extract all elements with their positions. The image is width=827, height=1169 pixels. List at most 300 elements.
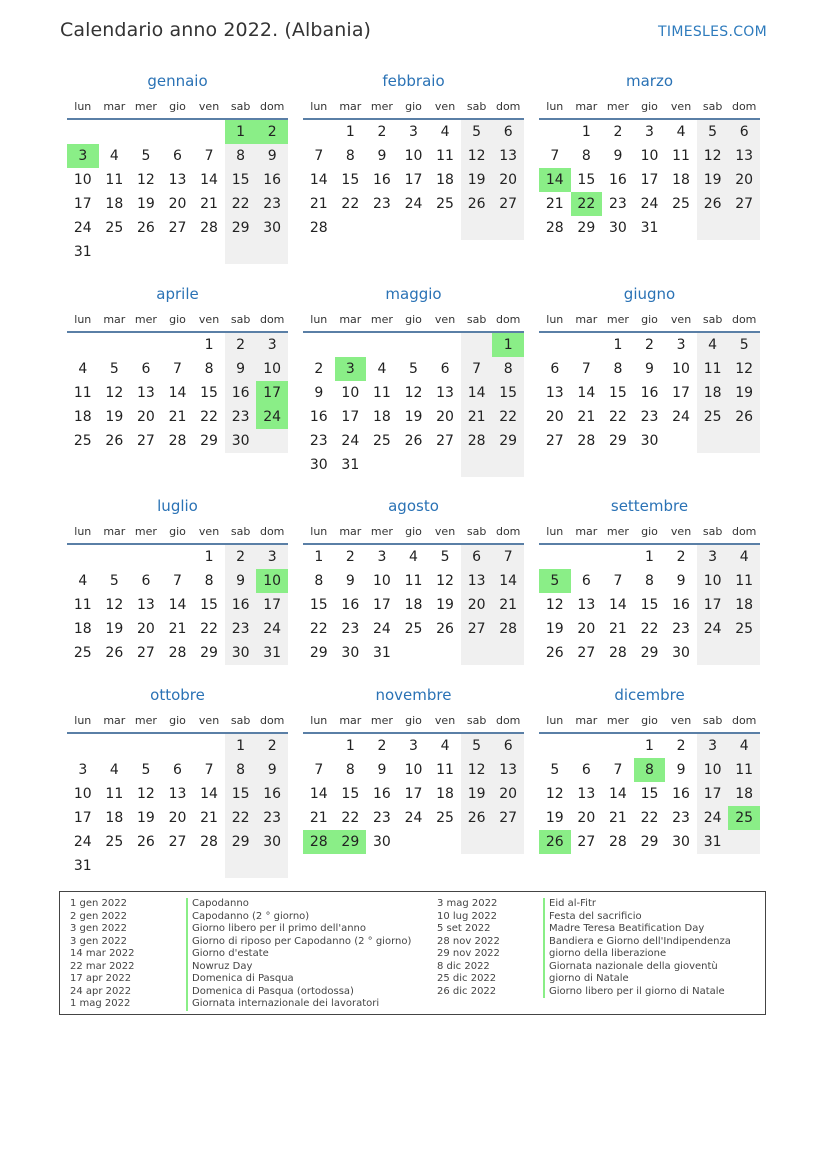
day-cell[interactable]: 12 (105, 597, 124, 613)
day-cell[interactable]: 5 (109, 573, 119, 589)
day-cell[interactable]: 22 (608, 409, 627, 425)
day-cell[interactable]: 19 (545, 621, 564, 637)
day-cell[interactable]: 20 (467, 597, 486, 613)
day-cell[interactable]: 6 (739, 124, 749, 140)
day-cell[interactable]: 21 (200, 196, 218, 212)
day-cell[interactable]: 16 (640, 385, 659, 401)
day-cell[interactable]: 20 (577, 810, 596, 826)
day-cell[interactable]: 23 (341, 621, 360, 637)
day-cell[interactable]: 21 (545, 196, 564, 212)
day-cell[interactable]: 11 (735, 762, 754, 778)
day-cell[interactable]: 25 (672, 196, 690, 212)
day-cell[interactable]: 29 (231, 220, 250, 236)
site-logo[interactable]: TIMESLES.COM (658, 24, 767, 40)
day-cell[interactable]: 13 (168, 172, 187, 188)
day-cell[interactable]: 29 (640, 645, 659, 661)
day-cell[interactable]: 16 (672, 597, 690, 613)
day-cell[interactable]: 21 (499, 597, 518, 613)
day-cell[interactable]: 13 (577, 597, 596, 613)
day-cell[interactable]: 14 (168, 597, 187, 613)
day-cell[interactable]: 31 (263, 645, 282, 661)
day-cell[interactable]: 13 (136, 597, 155, 613)
day-cell[interactable]: 18 (672, 172, 690, 188)
day-cell[interactable]: 26 (105, 645, 124, 661)
day-cell[interactable]: 7 (173, 573, 182, 589)
day-cell[interactable]: 6 (581, 573, 591, 589)
day-cell[interactable]: 24 (73, 220, 92, 236)
day-cell[interactable]: 23 (263, 196, 282, 212)
day-cell[interactable]: 11 (372, 385, 391, 401)
day-cell[interactable]: 21 (467, 409, 486, 425)
day-cell[interactable]: 19 (703, 172, 722, 188)
day-cell[interactable]: 23 (640, 409, 659, 425)
day-cell[interactable]: 4 (78, 573, 88, 589)
day-cell[interactable]: 29 (577, 220, 596, 236)
day-cell[interactable]: 1 (581, 124, 591, 140)
day-cell[interactable]: 7 (472, 361, 482, 377)
day-cell[interactable]: 30 (672, 645, 690, 661)
day-cell[interactable]: 21 (577, 409, 596, 425)
day-cell[interactable]: 28 (200, 220, 218, 236)
day-cell[interactable]: 25 (73, 645, 92, 661)
day-cell[interactable]: 6 (581, 762, 591, 778)
day-cell[interactable]: 4 (377, 361, 387, 377)
day-cell[interactable]: 15 (640, 597, 659, 613)
day-cell[interactable]: 20 (168, 196, 187, 212)
day-cell[interactable]: 6 (173, 148, 182, 164)
day-cell[interactable]: 2 (613, 124, 623, 140)
day-cell[interactable]: 2 (377, 738, 387, 754)
day-cell[interactable]: 26 (105, 433, 124, 449)
day-cell[interactable]: 8 (345, 762, 355, 778)
day-cell[interactable]: 9 (267, 148, 277, 164)
day-cell[interactable]: 13 (499, 762, 518, 778)
day-cell[interactable]: 26 (735, 409, 754, 425)
day-cell[interactable]: 23 (231, 409, 250, 425)
day-cell[interactable]: 17 (703, 786, 722, 802)
day-cell[interactable]: 5 (109, 361, 119, 377)
day-cell[interactable]: 26 (436, 621, 454, 637)
day-cell[interactable]: 8 (645, 573, 654, 589)
holiday-day-cell[interactable]: 17 (256, 381, 288, 405)
day-cell[interactable]: 30 (672, 834, 690, 850)
day-cell[interactable]: 22 (640, 810, 659, 826)
day-cell[interactable]: 4 (676, 124, 686, 140)
day-cell[interactable]: 2 (377, 124, 387, 140)
day-cell[interactable]: 6 (141, 361, 151, 377)
day-cell[interactable]: 24 (404, 196, 423, 212)
day-cell[interactable]: 8 (345, 148, 355, 164)
day-cell[interactable]: 26 (136, 834, 155, 850)
day-cell[interactable]: 12 (436, 573, 454, 589)
day-cell[interactable]: 17 (372, 597, 391, 613)
day-cell[interactable]: 27 (436, 433, 454, 449)
day-cell[interactable]: 3 (377, 549, 387, 565)
day-cell[interactable]: 10 (672, 361, 690, 377)
day-cell[interactable]: 3 (409, 124, 418, 140)
day-cell[interactable]: 31 (73, 244, 92, 260)
day-cell[interactable]: 5 (550, 762, 560, 778)
day-cell[interactable]: 2 (676, 738, 686, 754)
day-cell[interactable]: 1 (645, 738, 654, 754)
day-cell[interactable]: 5 (472, 124, 482, 140)
day-cell[interactable]: 31 (73, 858, 92, 874)
day-cell[interactable]: 7 (173, 361, 182, 377)
day-cell[interactable]: 3 (645, 124, 654, 140)
holiday-day-cell[interactable]: 3 (67, 144, 99, 168)
day-cell[interactable]: 6 (440, 361, 450, 377)
day-cell[interactable]: 29 (200, 645, 218, 661)
day-cell[interactable]: 24 (703, 621, 722, 637)
day-cell[interactable]: 17 (73, 196, 92, 212)
day-cell[interactable]: 9 (645, 361, 654, 377)
day-cell[interactable]: 5 (409, 361, 418, 377)
day-cell[interactable]: 15 (341, 172, 360, 188)
day-cell[interactable]: 23 (672, 810, 690, 826)
day-cell[interactable]: 9 (236, 573, 246, 589)
day-cell[interactable]: 26 (467, 196, 486, 212)
day-cell[interactable]: 28 (499, 621, 518, 637)
holiday-day-cell[interactable]: 1 (225, 120, 257, 144)
day-cell[interactable]: 18 (105, 810, 124, 826)
day-cell[interactable]: 6 (472, 549, 482, 565)
day-cell[interactable]: 7 (503, 549, 513, 565)
day-cell[interactable]: 19 (136, 810, 155, 826)
day-cell[interactable]: 13 (467, 573, 486, 589)
day-cell[interactable]: 18 (73, 621, 92, 637)
day-cell[interactable]: 15 (309, 597, 328, 613)
day-cell[interactable]: 23 (608, 196, 627, 212)
day-cell[interactable]: 27 (577, 834, 596, 850)
day-cell[interactable]: 26 (703, 196, 722, 212)
day-cell[interactable]: 24 (372, 621, 391, 637)
day-cell[interactable]: 11 (703, 361, 722, 377)
day-cell[interactable]: 4 (409, 549, 418, 565)
day-cell[interactable]: 7 (613, 573, 623, 589)
day-cell[interactable]: 10 (341, 385, 360, 401)
day-cell[interactable]: 27 (168, 220, 187, 236)
day-cell[interactable]: 30 (640, 433, 659, 449)
day-cell[interactable]: 24 (703, 810, 722, 826)
day-cell[interactable]: 1 (236, 738, 246, 754)
day-cell[interactable]: 11 (105, 172, 124, 188)
holiday-day-cell[interactable]: 24 (256, 405, 288, 429)
day-cell[interactable]: 22 (231, 810, 250, 826)
holiday-day-cell[interactable]: 28 (303, 830, 335, 854)
day-cell[interactable]: 7 (204, 762, 214, 778)
day-cell[interactable]: 28 (577, 433, 596, 449)
day-cell[interactable]: 25 (436, 810, 454, 826)
day-cell[interactable]: 26 (136, 220, 155, 236)
day-cell[interactable]: 7 (314, 762, 324, 778)
day-cell[interactable]: 29 (231, 834, 250, 850)
day-cell[interactable]: 8 (236, 148, 246, 164)
day-cell[interactable]: 10 (263, 361, 282, 377)
day-cell[interactable]: 1 (613, 337, 623, 353)
holiday-day-cell[interactable]: 2 (256, 120, 288, 144)
day-cell[interactable]: 2 (676, 549, 686, 565)
day-cell[interactable]: 12 (404, 385, 423, 401)
holiday-day-cell[interactable]: 26 (539, 830, 571, 854)
day-cell[interactable]: 30 (341, 645, 360, 661)
day-cell[interactable]: 18 (404, 597, 423, 613)
day-cell[interactable]: 20 (499, 172, 518, 188)
day-cell[interactable]: 19 (404, 409, 423, 425)
day-cell[interactable]: 16 (341, 597, 360, 613)
day-cell[interactable]: 11 (73, 385, 92, 401)
day-cell[interactable]: 3 (267, 337, 277, 353)
day-cell[interactable]: 28 (608, 834, 627, 850)
day-cell[interactable]: 12 (136, 786, 155, 802)
day-cell[interactable]: 22 (341, 810, 360, 826)
day-cell[interactable]: 31 (372, 645, 391, 661)
day-cell[interactable]: 2 (236, 337, 246, 353)
day-cell[interactable]: 25 (105, 220, 124, 236)
day-cell[interactable]: 4 (109, 762, 119, 778)
day-cell[interactable]: 5 (440, 549, 450, 565)
day-cell[interactable]: 1 (345, 738, 355, 754)
day-cell[interactable]: 26 (404, 433, 423, 449)
day-cell[interactable]: 31 (341, 457, 360, 473)
day-cell[interactable]: 14 (200, 786, 218, 802)
day-cell[interactable]: 27 (499, 196, 518, 212)
day-cell[interactable]: 15 (577, 172, 596, 188)
day-cell[interactable]: 19 (136, 196, 155, 212)
day-cell[interactable]: 28 (200, 834, 218, 850)
day-cell[interactable]: 15 (200, 597, 218, 613)
day-cell[interactable]: 5 (472, 738, 482, 754)
holiday-day-cell[interactable]: 5 (539, 569, 571, 593)
day-cell[interactable]: 7 (204, 148, 214, 164)
day-cell[interactable]: 7 (314, 148, 324, 164)
day-cell[interactable]: 1 (645, 549, 654, 565)
day-cell[interactable]: 10 (372, 573, 391, 589)
day-cell[interactable]: 14 (608, 786, 627, 802)
day-cell[interactable]: 22 (200, 621, 218, 637)
day-cell[interactable]: 8 (314, 573, 324, 589)
day-cell[interactable]: 18 (436, 172, 454, 188)
day-cell[interactable]: 30 (263, 220, 282, 236)
day-cell[interactable]: 17 (263, 597, 282, 613)
day-cell[interactable]: 21 (608, 621, 627, 637)
day-cell[interactable]: 3 (708, 738, 718, 754)
holiday-day-cell[interactable]: 10 (256, 569, 288, 593)
day-cell[interactable]: 29 (499, 433, 518, 449)
day-cell[interactable]: 23 (672, 621, 690, 637)
day-cell[interactable]: 13 (499, 148, 518, 164)
day-cell[interactable]: 19 (467, 172, 486, 188)
day-cell[interactable]: 24 (73, 834, 92, 850)
day-cell[interactable]: 17 (640, 172, 659, 188)
day-cell[interactable]: 1 (345, 124, 355, 140)
holiday-day-cell[interactable]: 1 (492, 333, 524, 357)
day-cell[interactable]: 14 (200, 172, 218, 188)
day-cell[interactable]: 3 (267, 549, 277, 565)
day-cell[interactable]: 4 (739, 549, 749, 565)
day-cell[interactable]: 2 (314, 361, 324, 377)
day-cell[interactable]: 10 (703, 573, 722, 589)
day-cell[interactable]: 19 (105, 621, 124, 637)
day-cell[interactable]: 20 (168, 810, 187, 826)
day-cell[interactable]: 16 (231, 385, 250, 401)
day-cell[interactable]: 10 (73, 172, 92, 188)
day-cell[interactable]: 25 (372, 433, 391, 449)
day-cell[interactable]: 16 (608, 172, 627, 188)
day-cell[interactable]: 6 (503, 124, 513, 140)
day-cell[interactable]: 26 (467, 810, 486, 826)
day-cell[interactable]: 23 (263, 810, 282, 826)
day-cell[interactable]: 15 (640, 786, 659, 802)
day-cell[interactable]: 1 (204, 549, 214, 565)
day-cell[interactable]: 4 (739, 738, 749, 754)
holiday-day-cell[interactable]: 8 (634, 758, 666, 782)
day-cell[interactable]: 29 (640, 834, 659, 850)
day-cell[interactable]: 27 (577, 645, 596, 661)
day-cell[interactable]: 9 (377, 762, 387, 778)
day-cell[interactable]: 13 (577, 786, 596, 802)
day-cell[interactable]: 8 (204, 573, 214, 589)
day-cell[interactable]: 1 (314, 549, 324, 565)
day-cell[interactable]: 14 (309, 172, 328, 188)
day-cell[interactable]: 10 (404, 762, 423, 778)
day-cell[interactable]: 6 (550, 361, 560, 377)
day-cell[interactable]: 24 (341, 433, 360, 449)
day-cell[interactable]: 3 (676, 337, 686, 353)
day-cell[interactable]: 9 (676, 573, 686, 589)
day-cell[interactable]: 23 (372, 196, 391, 212)
day-cell[interactable]: 23 (309, 433, 328, 449)
day-cell[interactable]: 30 (608, 220, 627, 236)
day-cell[interactable]: 18 (436, 786, 454, 802)
day-cell[interactable]: 25 (436, 196, 454, 212)
day-cell[interactable]: 9 (613, 148, 623, 164)
day-cell[interactable]: 4 (708, 337, 718, 353)
day-cell[interactable]: 13 (136, 385, 155, 401)
day-cell[interactable]: 28 (168, 433, 187, 449)
day-cell[interactable]: 27 (136, 433, 155, 449)
day-cell[interactable]: 18 (73, 409, 92, 425)
day-cell[interactable]: 6 (173, 762, 182, 778)
day-cell[interactable]: 18 (105, 196, 124, 212)
day-cell[interactable]: 25 (73, 433, 92, 449)
day-cell[interactable]: 18 (372, 409, 391, 425)
day-cell[interactable]: 28 (608, 645, 627, 661)
day-cell[interactable]: 20 (577, 621, 596, 637)
day-cell[interactable]: 31 (703, 834, 722, 850)
day-cell[interactable]: 14 (309, 786, 328, 802)
day-cell[interactable]: 19 (467, 786, 486, 802)
day-cell[interactable]: 8 (204, 361, 214, 377)
day-cell[interactable]: 19 (735, 385, 754, 401)
day-cell[interactable]: 10 (73, 786, 92, 802)
day-cell[interactable]: 22 (341, 196, 360, 212)
day-cell[interactable]: 24 (404, 810, 423, 826)
day-cell[interactable]: 14 (168, 385, 187, 401)
day-cell[interactable]: 12 (105, 385, 124, 401)
day-cell[interactable]: 8 (236, 762, 246, 778)
day-cell[interactable]: 12 (467, 762, 486, 778)
day-cell[interactable]: 13 (436, 385, 454, 401)
day-cell[interactable]: 4 (109, 148, 119, 164)
day-cell[interactable]: 11 (672, 148, 690, 164)
day-cell[interactable]: 20 (136, 621, 155, 637)
day-cell[interactable]: 20 (499, 786, 518, 802)
day-cell[interactable]: 9 (345, 573, 355, 589)
day-cell[interactable]: 8 (613, 361, 623, 377)
day-cell[interactable]: 15 (231, 786, 250, 802)
day-cell[interactable]: 19 (545, 810, 564, 826)
day-cell[interactable]: 12 (703, 148, 722, 164)
day-cell[interactable]: 12 (136, 172, 155, 188)
day-cell[interactable]: 1 (204, 337, 214, 353)
day-cell[interactable]: 8 (503, 361, 513, 377)
day-cell[interactable]: 16 (263, 172, 282, 188)
day-cell[interactable]: 15 (499, 385, 518, 401)
holiday-day-cell[interactable]: 25 (728, 806, 760, 830)
day-cell[interactable]: 7 (613, 762, 623, 778)
day-cell[interactable]: 31 (640, 220, 659, 236)
day-cell[interactable]: 15 (231, 172, 250, 188)
day-cell[interactable]: 3 (78, 762, 88, 778)
day-cell[interactable]: 27 (168, 834, 187, 850)
day-cell[interactable]: 5 (141, 762, 151, 778)
day-cell[interactable]: 28 (467, 433, 486, 449)
day-cell[interactable]: 9 (676, 762, 686, 778)
holiday-day-cell[interactable]: 29 (335, 830, 367, 854)
day-cell[interactable]: 5 (739, 337, 749, 353)
holiday-day-cell[interactable]: 22 (571, 192, 603, 216)
day-cell[interactable]: 11 (404, 573, 423, 589)
day-cell[interactable]: 9 (377, 148, 387, 164)
day-cell[interactable]: 4 (440, 738, 450, 754)
day-cell[interactable]: 2 (345, 549, 355, 565)
day-cell[interactable]: 4 (440, 124, 450, 140)
day-cell[interactable]: 20 (136, 409, 155, 425)
day-cell[interactable]: 15 (341, 786, 360, 802)
day-cell[interactable]: 3 (708, 549, 718, 565)
day-cell[interactable]: 17 (73, 810, 92, 826)
day-cell[interactable]: 10 (703, 762, 722, 778)
day-cell[interactable]: 12 (545, 786, 564, 802)
day-cell[interactable]: 11 (73, 597, 92, 613)
day-cell[interactable]: 3 (409, 738, 418, 754)
day-cell[interactable]: 20 (545, 409, 564, 425)
day-cell[interactable]: 27 (499, 810, 518, 826)
day-cell[interactable]: 21 (608, 810, 627, 826)
day-cell[interactable]: 16 (309, 409, 328, 425)
holiday-day-cell[interactable]: 3 (335, 357, 367, 381)
day-cell[interactable]: 21 (309, 810, 328, 826)
day-cell[interactable]: 7 (550, 148, 560, 164)
day-cell[interactable]: 29 (608, 433, 627, 449)
day-cell[interactable]: 30 (263, 834, 282, 850)
day-cell[interactable]: 6 (141, 573, 151, 589)
holiday-day-cell[interactable]: 14 (539, 168, 571, 192)
day-cell[interactable]: 2 (645, 337, 654, 353)
day-cell[interactable]: 22 (499, 409, 518, 425)
day-cell[interactable]: 17 (404, 786, 423, 802)
day-cell[interactable]: 2 (267, 738, 277, 754)
day-cell[interactable]: 6 (503, 738, 513, 754)
day-cell[interactable]: 20 (735, 172, 754, 188)
day-cell[interactable]: 14 (499, 573, 518, 589)
day-cell[interactable]: 22 (231, 196, 250, 212)
day-cell[interactable]: 16 (672, 786, 690, 802)
day-cell[interactable]: 25 (105, 834, 124, 850)
day-cell[interactable]: 11 (436, 148, 454, 164)
day-cell[interactable]: 21 (168, 409, 187, 425)
day-cell[interactable]: 29 (200, 433, 218, 449)
